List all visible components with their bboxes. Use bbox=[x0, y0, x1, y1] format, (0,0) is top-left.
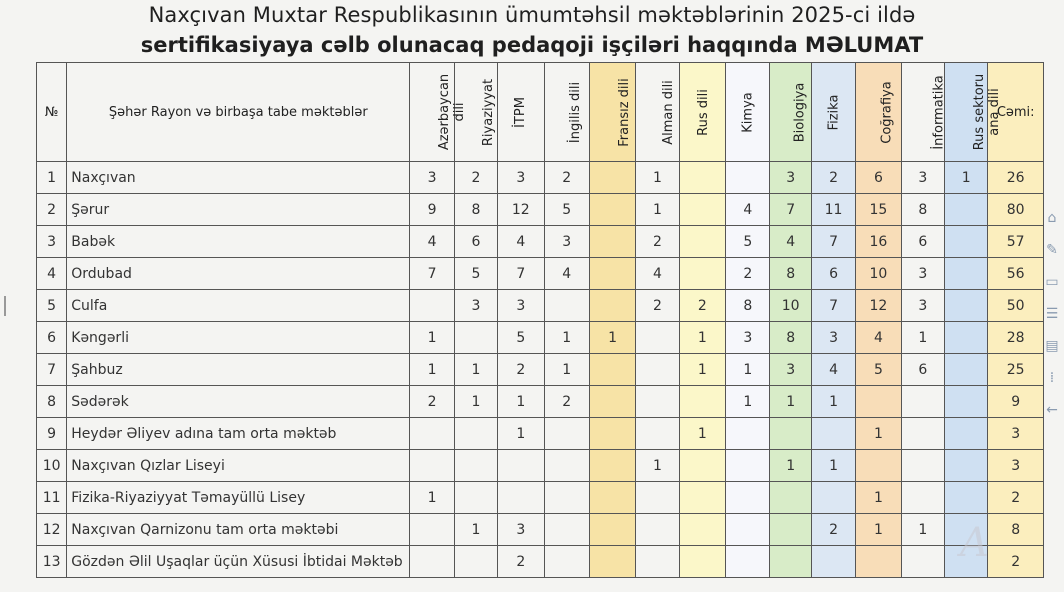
header-bio-label: Biologiya bbox=[792, 82, 808, 142]
cell-fr bbox=[589, 546, 635, 578]
cell-no: 3 bbox=[37, 226, 67, 258]
cell-fr bbox=[589, 226, 635, 258]
cell-az: 1 bbox=[410, 482, 454, 514]
header-itpm bbox=[498, 63, 544, 162]
cell-riy: 5 bbox=[454, 258, 497, 290]
cell-ing bbox=[544, 546, 589, 578]
cell-cog: 16 bbox=[856, 226, 901, 258]
cell-itpm: 1 bbox=[498, 386, 544, 418]
watermark-logo: A bbox=[960, 520, 989, 566]
table-row bbox=[37, 194, 1044, 226]
cell-riy: 1 bbox=[454, 386, 497, 418]
cell-itpm: 2 bbox=[498, 546, 544, 578]
cell-alm bbox=[636, 546, 679, 578]
table-row bbox=[37, 450, 1044, 482]
cell-riy bbox=[454, 546, 497, 578]
book-icon[interactable]: ▤ bbox=[1045, 338, 1059, 354]
cell-inf: 1 bbox=[901, 322, 944, 354]
header-alm-label: Alman dili bbox=[661, 79, 677, 145]
cell-kim bbox=[726, 546, 770, 578]
cell-rus bbox=[679, 450, 725, 482]
cell-bio bbox=[770, 418, 811, 450]
cell-alm bbox=[636, 418, 679, 450]
cell-fr bbox=[589, 290, 635, 322]
cell-bio: 1 bbox=[770, 450, 811, 482]
cell-bio: 4 bbox=[770, 226, 811, 258]
cell-sum: 57 bbox=[988, 226, 1044, 258]
cell-fr bbox=[589, 194, 635, 226]
header-itpm-label: İTPM bbox=[513, 96, 529, 128]
cell-cog: 10 bbox=[856, 258, 901, 290]
cell-az bbox=[410, 546, 454, 578]
cell-alm: 1 bbox=[636, 450, 679, 482]
header-cog-label: Coğrafiya bbox=[879, 80, 895, 144]
cell-rsa bbox=[944, 226, 987, 258]
cell-riy: 1 bbox=[454, 514, 497, 546]
header-fiz bbox=[811, 63, 855, 162]
cell-az: 2 bbox=[410, 386, 454, 418]
cell-rsa bbox=[944, 194, 987, 226]
cell-riy: 6 bbox=[454, 226, 497, 258]
header-fr-label: Fransız dili bbox=[616, 77, 632, 147]
cell-fr bbox=[589, 450, 635, 482]
cell-ing bbox=[544, 450, 589, 482]
cell-name: Culfa bbox=[67, 290, 410, 322]
cell-rus bbox=[679, 162, 725, 194]
cell-name: Kəngərli bbox=[67, 322, 410, 354]
header-fiz-label: Fizika bbox=[826, 94, 842, 130]
edit-icon[interactable]: ✎ bbox=[1046, 242, 1058, 258]
table-row bbox=[37, 162, 1044, 194]
cell-itpm: 3 bbox=[498, 514, 544, 546]
cell-rus: 1 bbox=[679, 322, 725, 354]
header-kim bbox=[726, 63, 770, 162]
cell-cog: 4 bbox=[856, 322, 901, 354]
cell-sum: 8 bbox=[988, 514, 1044, 546]
cell-ing: 1 bbox=[544, 354, 589, 386]
cell-bio bbox=[770, 514, 811, 546]
cell-cog: 15 bbox=[856, 194, 901, 226]
cell-name: Sədərək bbox=[67, 386, 410, 418]
cell-fiz: 7 bbox=[811, 290, 855, 322]
cell-riy bbox=[454, 322, 497, 354]
cell-ing: 5 bbox=[544, 194, 589, 226]
cell-sum: 28 bbox=[988, 322, 1044, 354]
cell-fr bbox=[589, 386, 635, 418]
cell-inf: 8 bbox=[901, 194, 944, 226]
cell-cog: 6 bbox=[856, 162, 901, 194]
cell-rsa bbox=[944, 418, 987, 450]
cell-no: 10 bbox=[37, 450, 67, 482]
table-row bbox=[37, 482, 1044, 514]
cell-sum: 56 bbox=[988, 258, 1044, 290]
cell-rus bbox=[679, 482, 725, 514]
cell-kim: 5 bbox=[726, 226, 770, 258]
cell-name: Naxçıvan bbox=[67, 162, 410, 194]
cell-riy: 2 bbox=[454, 162, 497, 194]
cell-name: Naxçıvan Qızlar Liseyi bbox=[67, 450, 410, 482]
cell-rsa bbox=[944, 450, 987, 482]
cell-fiz bbox=[811, 418, 855, 450]
cell-fiz: 11 bbox=[811, 194, 855, 226]
cell-name: Şahbuz bbox=[67, 354, 410, 386]
cell-sum: 3 bbox=[988, 418, 1044, 450]
cell-rus: 1 bbox=[679, 418, 725, 450]
cell-alm bbox=[636, 322, 679, 354]
cell-inf: 6 bbox=[901, 226, 944, 258]
cell-az bbox=[410, 514, 454, 546]
cell-bio bbox=[770, 546, 811, 578]
cell-kim bbox=[726, 514, 770, 546]
cell-bio: 7 bbox=[770, 194, 811, 226]
table-row bbox=[37, 418, 1044, 450]
header-rus bbox=[679, 63, 725, 162]
cell-alm bbox=[636, 354, 679, 386]
cell-no: 5 bbox=[37, 290, 67, 322]
header-name bbox=[67, 63, 410, 162]
cell-riy: 8 bbox=[454, 194, 497, 226]
cell-no: 2 bbox=[37, 194, 67, 226]
cell-name: Ordubad bbox=[67, 258, 410, 290]
header-ing bbox=[544, 63, 589, 162]
cell-alm bbox=[636, 482, 679, 514]
cell-alm bbox=[636, 514, 679, 546]
cell-fiz: 6 bbox=[811, 258, 855, 290]
cell-cog: 12 bbox=[856, 290, 901, 322]
cell-rsa bbox=[944, 290, 987, 322]
table-row bbox=[37, 386, 1044, 418]
cell-az bbox=[410, 290, 454, 322]
cell-fiz: 7 bbox=[811, 226, 855, 258]
cell-riy bbox=[454, 418, 497, 450]
cell-ing: 2 bbox=[544, 162, 589, 194]
left-scroll-marker[interactable] bbox=[4, 296, 6, 316]
cell-bio: 1 bbox=[770, 386, 811, 418]
cell-itpm bbox=[498, 450, 544, 482]
cell-rus: 2 bbox=[679, 290, 725, 322]
header-inf bbox=[901, 63, 947, 162]
cell-no: 8 bbox=[37, 386, 67, 418]
cell-bio bbox=[770, 482, 811, 514]
cell-no: 13 bbox=[37, 546, 67, 578]
cell-rsa bbox=[944, 322, 987, 354]
cell-cog: 5 bbox=[856, 354, 901, 386]
cell-name: Heydər Əliyev adına tam orta məktəb bbox=[67, 418, 410, 450]
header-az-label: Azərbaycan dili bbox=[437, 73, 468, 151]
header-sum: Cəmi: bbox=[988, 63, 1044, 162]
cell-fiz: 2 bbox=[811, 162, 855, 194]
home-icon[interactable]: ⌂ bbox=[1047, 210, 1057, 226]
header-rsa-label: Rus sektoru ana dili bbox=[971, 73, 1002, 151]
cell-az: 1 bbox=[410, 354, 454, 386]
table-row bbox=[37, 226, 1044, 258]
cell-rus bbox=[679, 194, 725, 226]
cell-itpm: 3 bbox=[498, 290, 544, 322]
header-bio bbox=[770, 63, 811, 162]
cell-fiz: 1 bbox=[811, 450, 855, 482]
cell-ing: 2 bbox=[544, 386, 589, 418]
header-rsa bbox=[944, 63, 1002, 162]
cell-itpm: 2 bbox=[498, 354, 544, 386]
cell-fr bbox=[589, 258, 635, 290]
header-kim-label: Kimya bbox=[740, 91, 756, 133]
cell-fiz bbox=[811, 482, 855, 514]
cell-kim bbox=[726, 162, 770, 194]
cell-cog: 1 bbox=[856, 514, 901, 546]
cell-rsa: 1 bbox=[944, 162, 987, 194]
cell-no: 11 bbox=[37, 482, 67, 514]
cell-rus bbox=[679, 514, 725, 546]
cell-fr bbox=[589, 354, 635, 386]
cell-kim: 8 bbox=[726, 290, 770, 322]
cell-riy: 3 bbox=[454, 290, 497, 322]
cell-kim: 1 bbox=[726, 386, 770, 418]
cell-fiz: 4 bbox=[811, 354, 855, 386]
cell-fiz bbox=[811, 546, 855, 578]
cell-sum: 2 bbox=[988, 482, 1044, 514]
cell-inf: 6 bbox=[901, 354, 944, 386]
cell-no: 9 bbox=[37, 418, 67, 450]
header-row bbox=[37, 63, 1044, 162]
cell-kim bbox=[726, 418, 770, 450]
cell-no: 4 bbox=[37, 258, 67, 290]
table-row bbox=[37, 290, 1044, 322]
cell-ing: 4 bbox=[544, 258, 589, 290]
cell-cog bbox=[856, 546, 901, 578]
cell-name: Şərur bbox=[67, 194, 410, 226]
cell-fr bbox=[589, 482, 635, 514]
cell-no: 12 bbox=[37, 514, 67, 546]
cell-riy bbox=[454, 482, 497, 514]
cell-ing bbox=[544, 418, 589, 450]
table-row bbox=[37, 258, 1044, 290]
cell-kim bbox=[726, 482, 770, 514]
cell-az: 7 bbox=[410, 258, 454, 290]
table-row bbox=[37, 514, 1044, 546]
cell-sum: 25 bbox=[988, 354, 1044, 386]
cell-sum: 2 bbox=[988, 546, 1044, 578]
data-table bbox=[36, 62, 1044, 578]
cell-fr bbox=[589, 162, 635, 194]
cell-itpm: 1 bbox=[498, 418, 544, 450]
grid-icon[interactable]: ⁞ bbox=[1049, 370, 1055, 386]
cell-rus: 1 bbox=[679, 354, 725, 386]
cell-bio: 10 bbox=[770, 290, 811, 322]
title-line-1: Naxçıvan Muxtar Respublikasının ümumtəhsil məktəblərinin 2025-ci ildə bbox=[148, 3, 916, 27]
cell-bio: 3 bbox=[770, 354, 811, 386]
table-row bbox=[37, 546, 1044, 578]
cell-inf bbox=[901, 418, 944, 450]
cell-inf bbox=[901, 450, 944, 482]
cell-inf: 3 bbox=[901, 258, 944, 290]
cell-fiz: 1 bbox=[811, 386, 855, 418]
header-az bbox=[410, 63, 468, 162]
cell-kim: 1 bbox=[726, 354, 770, 386]
cell-inf bbox=[901, 482, 944, 514]
header-riy-label: Riyaziyyat bbox=[480, 78, 496, 146]
cell-riy: 1 bbox=[454, 354, 497, 386]
header-cog bbox=[856, 63, 901, 162]
cell-az: 1 bbox=[410, 322, 454, 354]
cell-itpm: 5 bbox=[498, 322, 544, 354]
cell-itpm: 4 bbox=[498, 226, 544, 258]
cell-ing bbox=[544, 482, 589, 514]
header-no: № bbox=[37, 63, 67, 162]
cell-alm bbox=[636, 386, 679, 418]
cell-sum: 80 bbox=[988, 194, 1044, 226]
cell-fr bbox=[589, 418, 635, 450]
cell-rus bbox=[679, 546, 725, 578]
cell-alm: 1 bbox=[636, 162, 679, 194]
table-body bbox=[37, 162, 1044, 578]
cell-fr bbox=[589, 514, 635, 546]
cell-kim: 3 bbox=[726, 322, 770, 354]
cell-inf: 1 bbox=[901, 514, 944, 546]
cell-inf bbox=[901, 546, 944, 578]
cell-name: Naxçıvan Qarnizonu tam orta məktəbi bbox=[67, 514, 410, 546]
table-row bbox=[37, 322, 1044, 354]
cell-ing bbox=[544, 290, 589, 322]
cell-rus bbox=[679, 258, 725, 290]
laptop-icon[interactable]: ▭ bbox=[1045, 274, 1059, 290]
back-icon[interactable]: ← bbox=[1046, 402, 1058, 418]
cell-itpm: 12 bbox=[498, 194, 544, 226]
list-icon[interactable]: ☰ bbox=[1045, 306, 1059, 322]
cell-ing: 3 bbox=[544, 226, 589, 258]
header-ing-label: İngilis dili bbox=[567, 81, 583, 143]
cell-alm: 2 bbox=[636, 226, 679, 258]
cell-itpm: 7 bbox=[498, 258, 544, 290]
cell-fiz: 2 bbox=[811, 514, 855, 546]
cell-az: 9 bbox=[410, 194, 454, 226]
header-fr bbox=[589, 63, 635, 162]
cell-az: 4 bbox=[410, 226, 454, 258]
cell-rus bbox=[679, 386, 725, 418]
cell-rsa bbox=[944, 258, 987, 290]
cell-cog bbox=[856, 450, 901, 482]
cell-itpm: 3 bbox=[498, 162, 544, 194]
cell-inf bbox=[901, 386, 944, 418]
cell-kim: 2 bbox=[726, 258, 770, 290]
cell-no: 1 bbox=[37, 162, 67, 194]
cell-kim: 4 bbox=[726, 194, 770, 226]
header-name-label: Şəhər Rayon və birbaşa tabe məktəblər bbox=[108, 104, 368, 120]
cell-rsa bbox=[944, 386, 987, 418]
cell-alm: 1 bbox=[636, 194, 679, 226]
cell-cog: 1 bbox=[856, 482, 901, 514]
title-line-2: sertifikasiyaya cəlb olunacaq pedaqoji işçiləri haqqında MƏLUMAT bbox=[140, 33, 924, 57]
data-table-container bbox=[36, 62, 1044, 592]
cell-riy bbox=[454, 450, 497, 482]
cell-name: Fizika-Riyaziyyat Təmayüllü Lisey bbox=[67, 482, 410, 514]
cell-az bbox=[410, 450, 454, 482]
cell-sum: 3 bbox=[988, 450, 1044, 482]
cell-az bbox=[410, 418, 454, 450]
cell-fiz: 3 bbox=[811, 322, 855, 354]
header-inf-label: İnformatika bbox=[931, 74, 947, 150]
cell-ing bbox=[544, 514, 589, 546]
cell-rsa bbox=[944, 354, 987, 386]
cell-kim bbox=[726, 450, 770, 482]
cell-alm: 2 bbox=[636, 290, 679, 322]
cell-rsa bbox=[944, 482, 987, 514]
cell-sum: 50 bbox=[988, 290, 1044, 322]
cell-no: 7 bbox=[37, 354, 67, 386]
cell-bio: 3 bbox=[770, 162, 811, 194]
cell-bio: 8 bbox=[770, 322, 811, 354]
cell-itpm bbox=[498, 482, 544, 514]
cell-sum: 26 bbox=[988, 162, 1044, 194]
header-rus-label: Rus dili bbox=[695, 88, 711, 136]
cell-cog: 1 bbox=[856, 418, 901, 450]
cell-rus bbox=[679, 226, 725, 258]
cell-no: 6 bbox=[37, 322, 67, 354]
cell-sum: 9 bbox=[988, 386, 1044, 418]
cell-inf: 3 bbox=[901, 162, 944, 194]
table-row bbox=[37, 354, 1044, 386]
cell-name: Babək bbox=[67, 226, 410, 258]
cell-ing: 1 bbox=[544, 322, 589, 354]
header-alm bbox=[636, 63, 679, 162]
cell-fr: 1 bbox=[589, 322, 635, 354]
cell-az: 3 bbox=[410, 162, 454, 194]
cell-inf: 3 bbox=[901, 290, 944, 322]
cell-cog bbox=[856, 386, 901, 418]
cell-name: Gözdən Əlil Uşaqlar üçün Xüsusi İbtidai Məktəb bbox=[67, 546, 410, 578]
cell-alm: 4 bbox=[636, 258, 679, 290]
cell-bio: 8 bbox=[770, 258, 811, 290]
